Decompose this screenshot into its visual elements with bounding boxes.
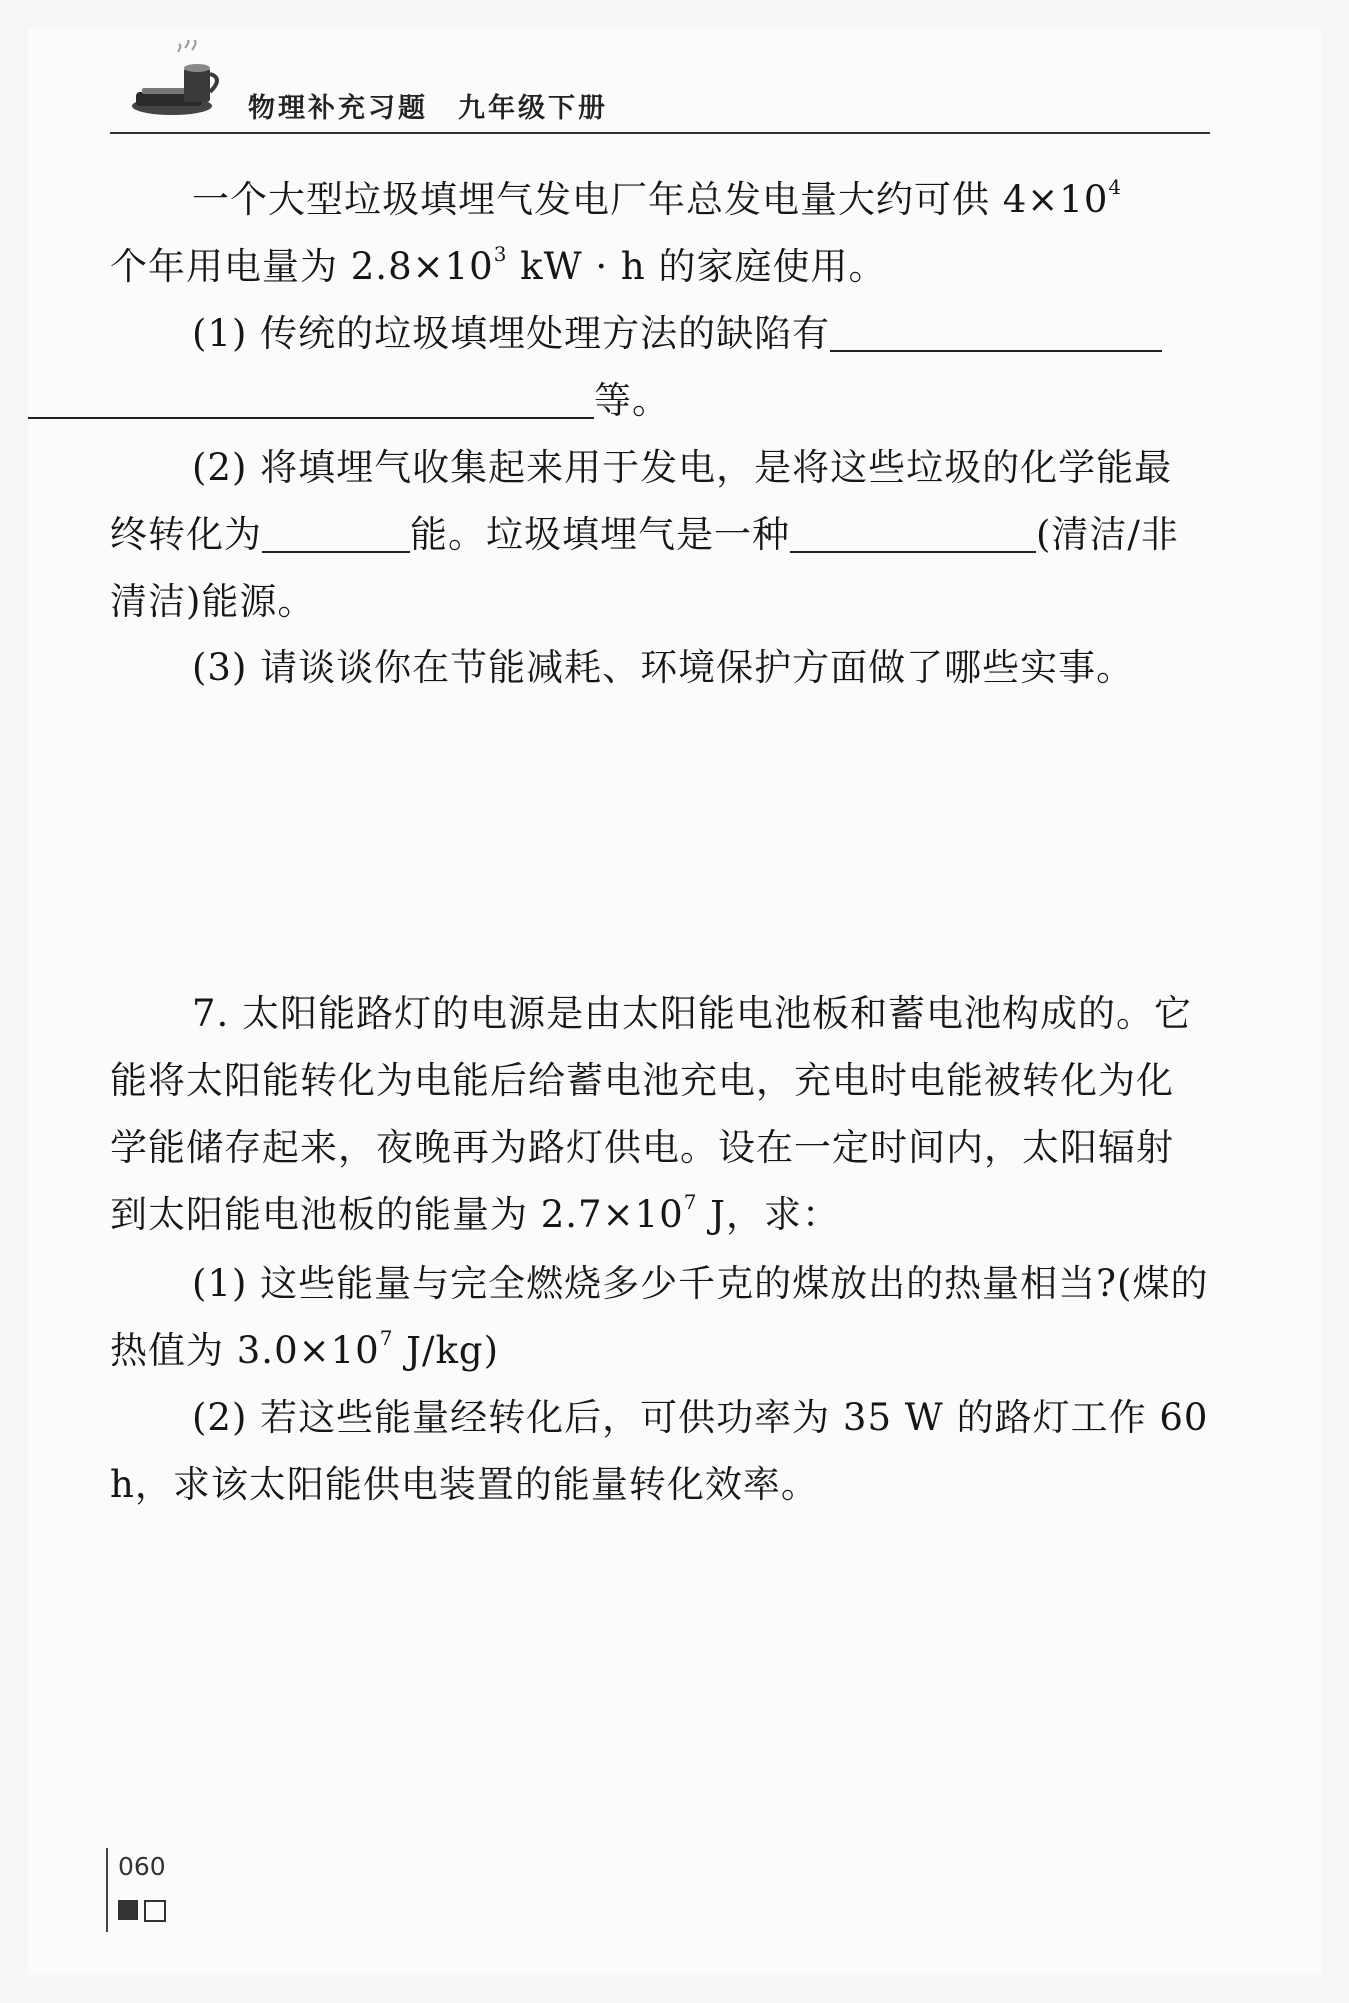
empty-square-icon	[144, 1900, 166, 1922]
answer-blank-2b[interactable]	[790, 511, 1036, 553]
footer-divider	[106, 1848, 108, 1932]
book-and-cup-icon	[130, 40, 230, 122]
answer-blank-1b[interactable]	[28, 377, 594, 419]
q7-stem-text-1: 7. 太阳能路灯的电源是由太阳能电池板和蓄电池构成的。它能将太阳能转化为电能后给蓄电池充电，充电时电能被转化为化学能储存起来，夜晚再为路灯供电。设在一定时间内，太阳辐射到太阳能电池板的能量为 2.7×10	[110, 992, 1193, 1236]
q7-stem-text-2: J，求：	[697, 1193, 841, 1236]
page-number: 060	[118, 1852, 166, 1881]
q7-sub1	[110, 1250, 1210, 1384]
page-header	[110, 40, 1210, 126]
q6-intro	[110, 166, 1210, 300]
q6-sub3: (3) 请谈谈你在节能减耗、环境保护方面做了哪些实事。	[192, 646, 1135, 689]
q6-sub1-end: 等。	[594, 379, 670, 422]
answer-blank-1a[interactable]	[830, 310, 1162, 352]
q6-sub2-text-3: (清洁/非清洁)能源。	[110, 513, 1179, 623]
q6-intro-text-3: kW · h 的家庭使用。	[507, 245, 887, 288]
q6-intro-exponent-2: 3	[493, 242, 508, 266]
q6-sub2	[110, 434, 1210, 635]
answer-blank-2a[interactable]	[262, 511, 410, 553]
q6-sub2-text-2: 能。垃圾填埋气是一种	[410, 513, 790, 556]
q6-sub1-text: (1) 传统的垃圾填埋处理方法的缺陷有	[192, 312, 831, 355]
header-divider	[110, 132, 1210, 134]
book-title: 物理补充习题 九年级下册	[248, 93, 608, 124]
q6-intro-text-2: 个年用电量为 2.8×10	[110, 245, 494, 288]
q6-intro-exponent-1: 4	[1108, 175, 1123, 199]
filled-square-icon	[118, 1900, 138, 1920]
q7-stem-exponent: 7	[683, 1190, 698, 1214]
q7-sub1-text-1: (1) 这些能量与完全燃烧多少千克的煤放出的热量相当?(煤的热值为 3.0×10	[110, 1262, 1209, 1372]
q7-sub2: (2) 若这些能量经转化后，可供功率为 35 W 的路灯工作 60 h，求该太阳能供电装置的能量转化效率。	[110, 1396, 1209, 1506]
q6-intro-text-1: 一个大型垃圾填埋气发电厂年总发电量大约可供 4×10	[192, 178, 1109, 221]
q7-stem	[110, 980, 1210, 1248]
q7-sub1-text-2: J/kg)	[393, 1329, 500, 1372]
q6-sub2-text-1: (2) 将填埋气收集起来用于发电，是将这些垃圾的化学能最终转化为	[110, 446, 1173, 556]
q7-sub1-exponent: 7	[379, 1326, 394, 1350]
q6-sub1	[110, 300, 1210, 434]
